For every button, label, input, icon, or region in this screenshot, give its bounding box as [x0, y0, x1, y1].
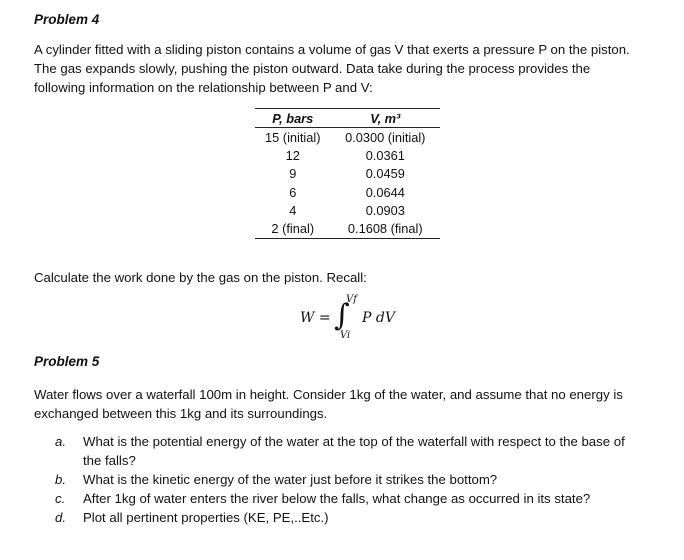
item-marker: a. [55, 434, 66, 449]
table-cell: 6 [289, 184, 297, 200]
table-row [255, 183, 440, 201]
table-cell: 4 [289, 202, 297, 218]
question-item-d [55, 508, 665, 527]
problem-4-intro [34, 40, 664, 97]
formula-integrand: P dV [362, 310, 395, 326]
calculate-instruction: Calculate the work done by the gas on the piston. Recall: [34, 270, 367, 285]
table-cell: 0.0644 [365, 184, 405, 200]
table-cell: 0.0361 [365, 147, 405, 163]
item-marker: c. [55, 491, 66, 506]
item-line: What is the potential energy of the water at the top of the waterfall with respect to the base of [83, 434, 625, 449]
table-cell: 0.0459 [365, 166, 405, 182]
question-item-b [55, 470, 665, 489]
table-row [255, 128, 440, 147]
table-cell: 0.0300 (initial) [345, 129, 426, 145]
table-row [255, 201, 440, 219]
question-item-a [55, 432, 665, 470]
table-cell: 2 (final) [271, 221, 315, 237]
table-row [255, 146, 440, 164]
table-cell: 12 [285, 147, 300, 163]
table-row [255, 165, 440, 183]
problem-5-questions [55, 432, 665, 527]
item-line: After 1kg of water enters the river below the falls, what change as occurred in its state? [83, 491, 591, 506]
question-item-c [55, 489, 665, 508]
table-cell: 0.1608 (final) [347, 221, 423, 237]
intro-line: The gas expands slowly, pushing the piston outward. Data take during the process provides the [34, 61, 591, 76]
table-header-row [255, 109, 440, 128]
work-integral-formula [300, 296, 410, 344]
table-cell: 0.0903 [365, 202, 405, 218]
formula-lhs: W = [300, 310, 331, 326]
item-line: What is the kinetic energy of the water just before it strikes the bottom? [83, 472, 498, 487]
intro-line: following information on the relationship between P and V: [34, 80, 373, 95]
table-row [255, 219, 440, 238]
formula-lower-limit: Vi [340, 330, 351, 341]
problem-4-heading: Problem 4 [34, 12, 100, 27]
table-cell: 9 [289, 166, 297, 182]
intro-line: A cylinder fitted with a sliding piston contains a volume of gas V that exerts a pressure P on the piston. [34, 42, 630, 57]
item-marker: d. [55, 510, 66, 525]
column-header-pressure: P, bars [255, 109, 331, 128]
item-line: the falls? [83, 453, 136, 468]
item-marker: b. [55, 472, 66, 487]
pressure-volume-table [255, 108, 440, 239]
problem-5-intro [34, 385, 664, 423]
formula-upper-limit: Vf [346, 294, 357, 305]
intro-line: exchanged between this 1kg and its surroundings. [34, 406, 328, 421]
column-header-volume: V, m³ [331, 109, 440, 128]
integral-sign-icon: ∫ [334, 298, 350, 333]
item-line: Plot all pertinent properties (KE, PE,..Etc.) [83, 510, 329, 525]
table-cell: 15 (initial) [265, 129, 321, 145]
problem-5-heading: Problem 5 [34, 354, 100, 369]
intro-line: Water flows over a waterfall 100m in height. Consider 1kg of the water, and assume that no energy is [34, 387, 623, 402]
